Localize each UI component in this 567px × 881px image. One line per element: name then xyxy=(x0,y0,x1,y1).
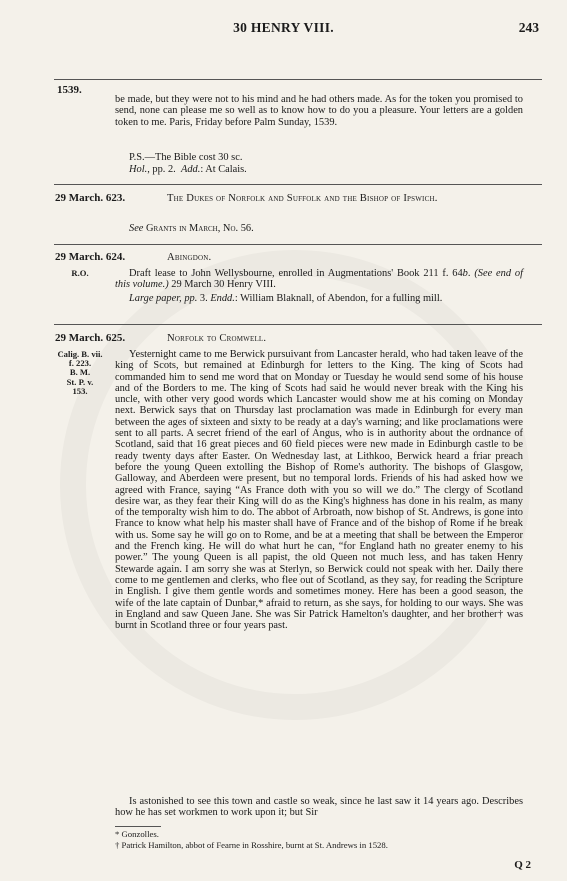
header-rule xyxy=(54,79,542,80)
footnote-rule xyxy=(115,826,161,827)
entry-text: Draft lease to John Wellysbourne, enrolled in Augmentations' Book 211 f. 64b. (See end of this volume.) 29 March 30 Henry VIII. xyxy=(115,268,523,291)
page-title: 30 HENRY VIII. xyxy=(233,20,334,35)
document-description: Large paper, pp. 3. Endd.: William Blaknall, of Abendon, for a fulling mill. xyxy=(129,293,443,304)
entry-date: 29 March. 624. xyxy=(55,251,126,263)
entry-divider xyxy=(54,324,542,325)
letter-paragraph: Yesternight came to me Berwick pursuivant from Lancaster herald, who had taken leave of the king of Scots, but remained at Edinburgh for letters to the King. The king of Scots had commanded him to send me word that on Monday or Tuesday he would send some of his house and of the Borders to me. The king of Scots had said he would never break with the King his uncle, with other very good words which Lancaster would show me at his coming on Monday next. Berwick says that on Thursday last proclamation was made in Edinburgh for every man between the ages of sixteen and sixty to be ready at a day's warning; and like proclamations were sent to all parts. A secret friend of the earl of Angus, who is in authority about the ordnance of Scotland, said that 16 great pieces and 60 field pieces were new made in Edinburgh castle to be ready twenty days after Easter. On Wednesday last, at Lithkoo, Berwick heard a friar preach before the young Queen extolling the Bishop of Rome's authority. The bishops of Glasgow, Galloway, and Aberdeen were present, but no temporal lords. Friends of his had asked how we agreed with France, saying “As France doth with you so will we do.” The clergy of Scotland desire war, as they fear their King will do as the King's highness has done in his realm, as many of the temporalty wish him to do. The abbot of Arbroath, now bishop of St. Andrews, is gone into France to know what help his master shall have of France and of the bishop of Rome if he break with us. Some say he will go on to Rome, and be at a meeting that shall be between the Emperor and the French king. He will do what hurt he can, “for England hath no greater enemy to his power.” The young Queen is all papist, the old Queen not much less, and has taken Henry Stewarde again. I am sorry she was at Sterlyn, so Berwick could not speak with her. Daily there come to me gentlemen and clerks, who flee out of Scotland, as they say, for reading the Scripture in English. I give them gentle words and sometimes money. Here has been a good season, the wife of the late captain of Dunbar,* afraid to return, as she says, for holding to our ways. She was in England and saw Queen Jane. She was Sir Patrick Hamelton's daughter, and her brother† was burnt in Scotland three or four years past. xyxy=(115,349,523,632)
running-header xyxy=(0,20,567,40)
entry-divider xyxy=(54,184,542,185)
entry-heading: Norfolk to Cromwell. xyxy=(167,333,267,344)
year-marker: 1539. xyxy=(57,84,82,96)
continued-letter-text: be made, but they were not to his mind and he had others made. As for the token you promised to send, none can please me so well as to know how to do you a pleasure. Your letters are a golden token to me. Paris, Friday before Palm Sunday, 1539. xyxy=(115,94,523,128)
source-reference: Calig. B. vii. f. 223. B. M. St. P. v. 153. xyxy=(57,349,103,396)
cross-reference: See Grants in March, No. 56. xyxy=(129,223,254,234)
entry-date: 29 March. 623. xyxy=(55,192,126,204)
entry-heading: The Dukes of Norfolk and Suffolk and the Bishop of Ipswich. xyxy=(167,193,438,204)
footnote: † Patrick Hamilton, abbot of Fearne in Rosshire, burnt at St. Andrews in 1528. xyxy=(115,840,388,850)
entry-date: 29 March. 625. xyxy=(55,332,126,344)
page-number: 243 xyxy=(518,20,539,35)
postscript: P.S.—The Bible cost 30 sc. xyxy=(129,152,243,163)
source-reference: R.O. xyxy=(71,268,89,278)
entry-heading: Abingdon. xyxy=(167,252,212,263)
entry-divider xyxy=(54,244,542,245)
signature-mark: Q 2 xyxy=(514,859,531,871)
footnote: * Gonzolles. xyxy=(115,829,159,839)
letter-paragraph: Is astonished to see this town and castle so weak, since he last saw it 14 years ago. Describes how he has set workmen to work upon it; but Sir xyxy=(115,796,523,819)
document-description: Hol., pp. 2. Add.: At Calais. xyxy=(129,164,247,175)
